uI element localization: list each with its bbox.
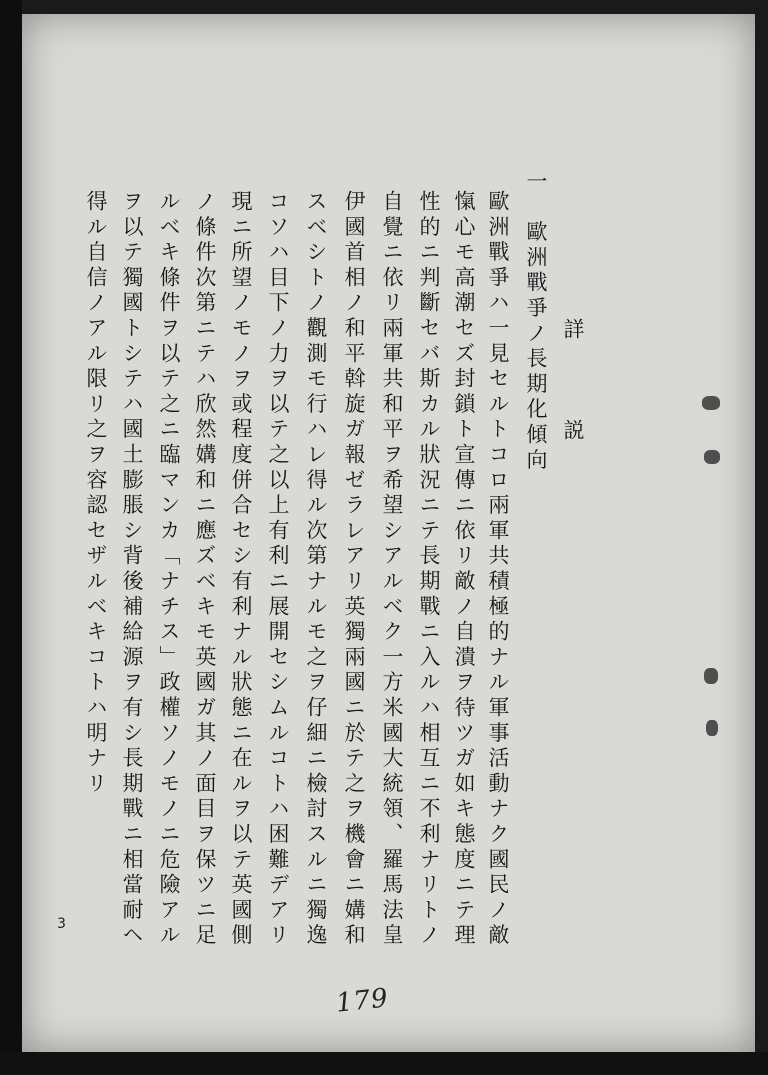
text-line: スベシトノ觀測モ行ハレ得ル次第ナルモ之ヲ仔細ニ檢討スルニ獨逸 xyxy=(304,190,328,949)
handwritten-page-number: 179 xyxy=(334,983,391,1019)
text-line: 性的ニ判斷セバ斯カル狀況ニテ長期戰ニ入ルハ相互ニ不利ナリトノ xyxy=(417,190,441,949)
stain-mark xyxy=(704,668,718,684)
stain-mark xyxy=(706,720,718,736)
text-line: ノ條件次第ニテハ欣然媾和ニ應ズベキモ英國ガ其ノ面目ヲ保ツニ足 xyxy=(193,190,217,949)
text-line: 愾心モ高潮セズ封鎖ト宣傳ニ依リ敵ノ自潰ヲ待ツガ如キ態度ニテ理 xyxy=(452,190,476,949)
page-number: 3 xyxy=(57,916,66,932)
text-line: 歐洲戰爭ハ一見セルトコロ兩軍共積極的ナル軍事活動ナク國民ノ敵 xyxy=(486,190,510,949)
text-line: 伊國首相ノ和平斡旋ガ報ゼラレアリ英獨兩國ニ於テ之ヲ機會ニ媾和 xyxy=(342,190,366,949)
section-title: 一 歐洲戰爭ノ長期化傾向 xyxy=(524,170,548,474)
text-line: 得ル自信ノアル限リ之ヲ容認セザルベキコトハ明ナリ xyxy=(84,190,108,798)
text-line: コソハ目下ノ力ヲ以テ之以上有利ニ展開セシムルコトハ困難デアリ xyxy=(266,190,290,949)
stain-mark xyxy=(704,450,720,464)
text-line: ルベキ條件ヲ以テ之ニ臨マンカ「ナチス」政權ソノモノニ危險アル xyxy=(157,190,181,949)
text-line: 自覺ニ依リ兩軍共和平ヲ希望シアルベク一方米國大統領、羅馬法皇 xyxy=(380,190,404,949)
scan-left-edge xyxy=(0,0,22,1075)
text-line: 現ニ所望ノモノヲ或程度併合セシ有利ナル狀態ニ在ルヲ以テ英國側 xyxy=(229,190,253,949)
scan-bottom-edge xyxy=(0,1052,768,1075)
text-line: ヲ以テ獨國トシテハ國土膨脹シ背後補給源ヲ有シ長期戰ニ相當耐ヘ xyxy=(120,190,144,949)
document-heading: 詳 説 xyxy=(561,318,585,445)
stain-mark xyxy=(702,396,720,410)
